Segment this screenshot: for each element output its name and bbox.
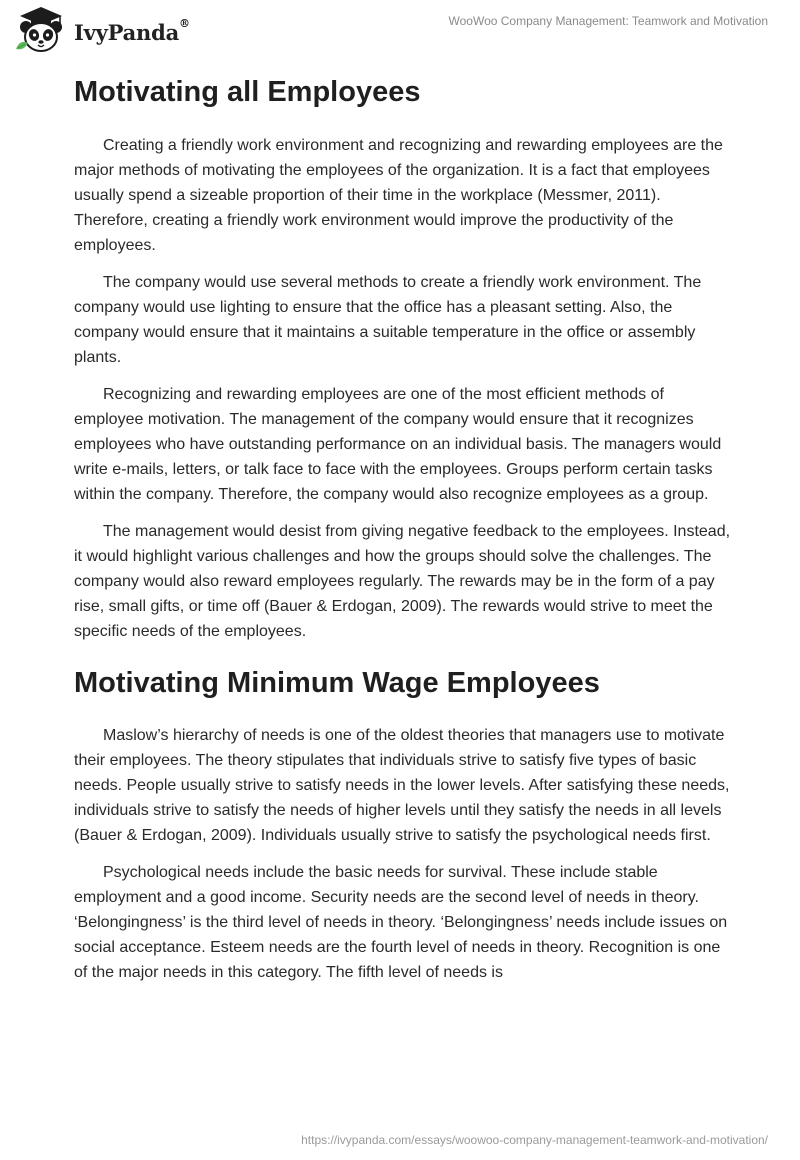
section-heading: Motivating Minimum Wage Employees	[74, 666, 600, 699]
section-motivating-all-employees	[74, 74, 734, 644]
section-heading: Motivating all Employees	[74, 76, 421, 108]
source-url[interactable]: https://ivypanda.com/essays/woowoo-company-management-teamwork-and-motivation/	[301, 1133, 768, 1147]
paragraph: Maslow’s hierarchy of needs is one of the oldest theories that managers use to motivate their employees. The theory stipulates that individuals strive to satisfy five types of basic needs. People usually strive to satisfy needs in the lower levels. After satisfying these needs, individuals strive to satisfy the needs of higher levels until they satisfy the needs in all levels (Bauer & Erdogan, 2009). Individuals usually strive to satisfy the psychological needs first.	[74, 727, 730, 845]
paragraph: Creating a friendly work environment and recognizing and rewarding employees are the major methods of motivating the employees of the organization. It is a fact that employees usually spend a sizeable proportion of their time in the workplace (Messmer, 2011). Therefore, creating a friendly work environment would improve the productivity of the employees.	[74, 136, 723, 254]
paragraph: Recognizing and rewarding employees are one of the most efficient methods of employee motivation. The management of the company would ensure that it recognizes employees who have outstanding performance on an individual basis. The managers would write e-mails, letters, or talk face to face with the employees. Groups perform certain tasks within the company. Therefore, the company would also recognize employees as a group.	[74, 385, 722, 503]
paragraph: Psychological needs include the basic needs for survival. These include stable employment and a good income. Security needs are the second level of needs in theory. ‘Belongingness’ is the third level of needs in theory. ‘Belongingness’ needs include issues on social acceptance. Esteem needs are the fourth level of needs in theory. Recognition is one of the major needs in this category. The fifth level of needs is	[74, 864, 728, 982]
ivypanda-logo[interactable]	[12, 5, 190, 57]
page-header	[0, 0, 800, 62]
paragraph: The company would use several methods to create a friendly work environment. The company would use lighting to ensure that the office has a pleasant setting. Also, the company would ensure that it maintains a suitable temperature in the office or assembly plants.	[74, 273, 702, 366]
section-motivating-minimum-wage-employees	[74, 665, 734, 986]
document-title: WooWoo Company Management: Teamwork and Motivation	[448, 14, 768, 28]
registered-mark: ®	[179, 16, 190, 30]
paragraph: The management would desist from giving negative feedback to the employees. Instead, it would highlight various challenges and how the groups should solve the challenges. The company would also reward employees regularly. The rewards may be in the form of a pay rise, small gifts, or time off (Bauer & Erdogan, 2009). The rewards would strive to meet the specific needs of the employees.	[74, 522, 731, 640]
panda-graduate-icon	[12, 5, 70, 57]
essay-content	[74, 70, 734, 997]
logo-text: IvyPanda®	[74, 16, 190, 45]
